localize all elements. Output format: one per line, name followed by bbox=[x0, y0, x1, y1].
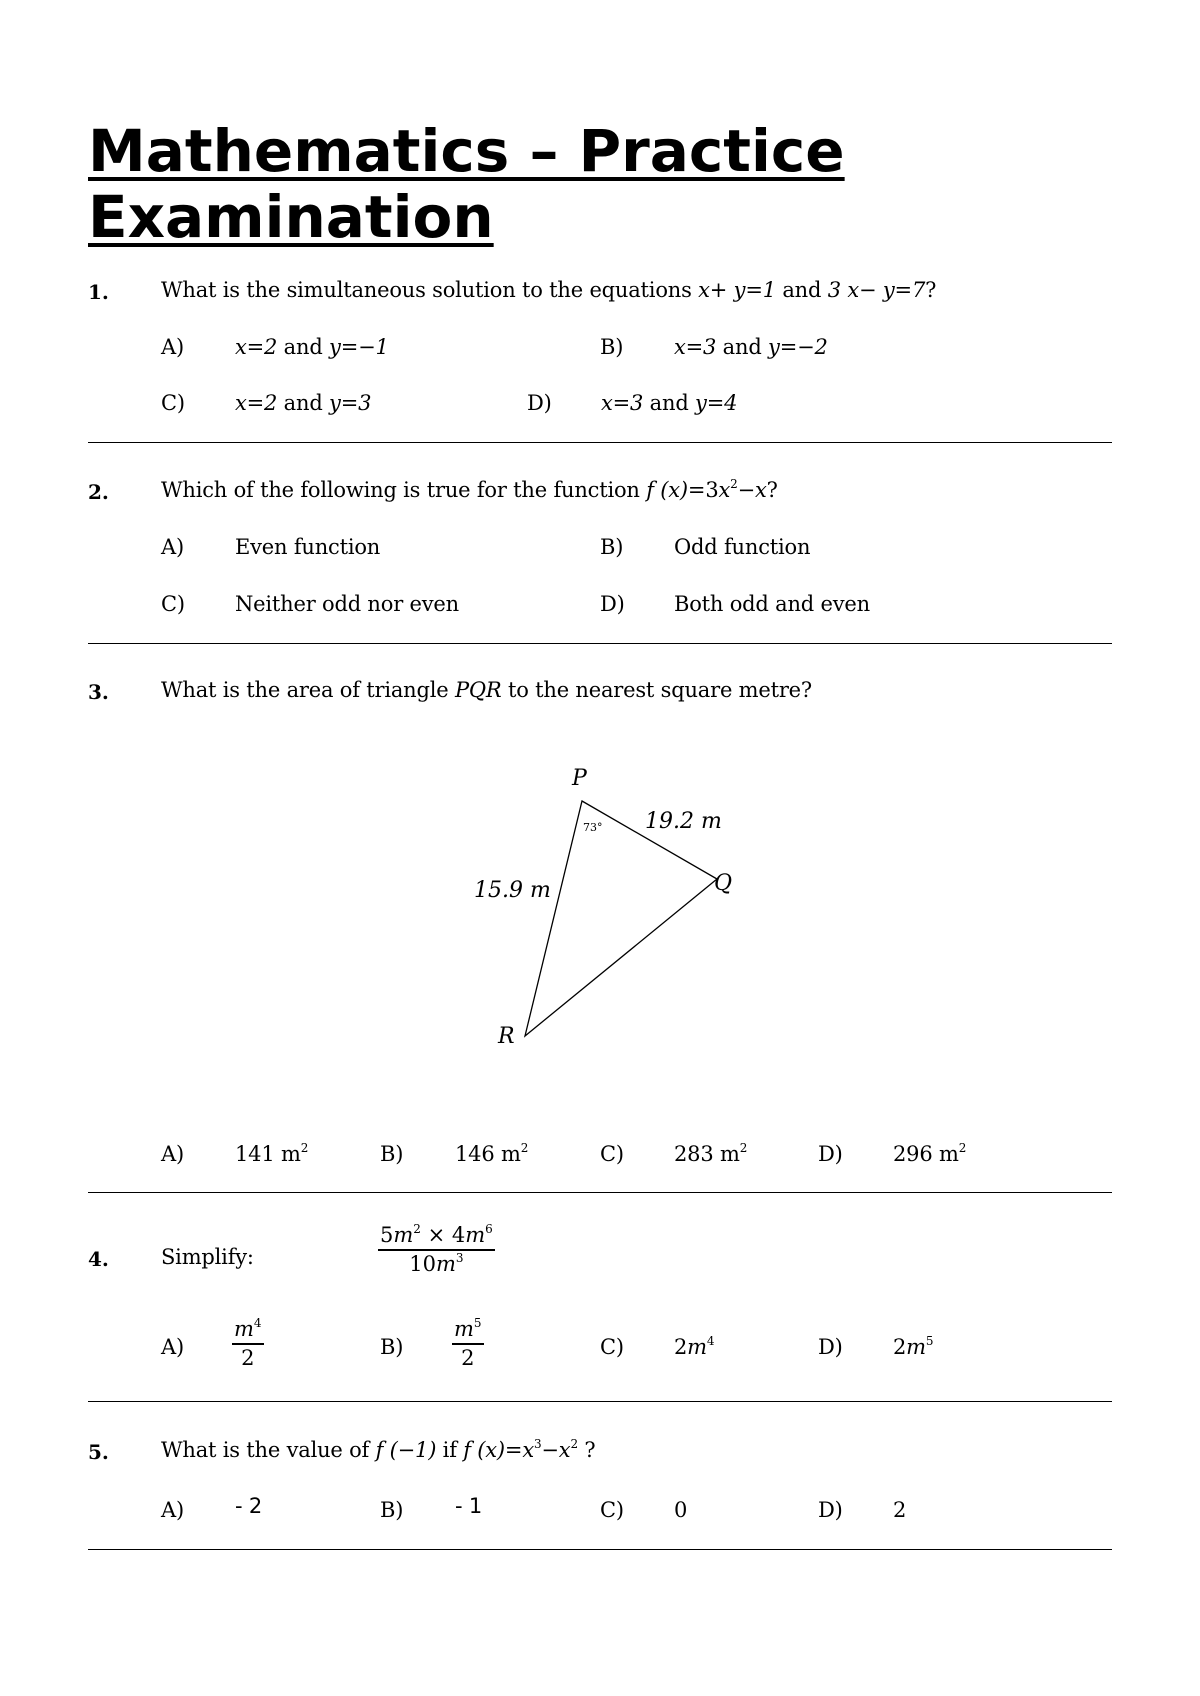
q4-option-b[interactable]: $\frac{m^5}{2}$ bbox=[454, 1316, 482, 1370]
q1-option-b[interactable]: x=3 and y=−2 bbox=[674, 335, 828, 359]
side-pr-label: 15.9 m bbox=[474, 878, 551, 903]
q4-option-c-letter[interactable]: C) bbox=[600, 1335, 624, 1359]
expression-fraction bbox=[378, 1222, 495, 1277]
question-2-number: 2. bbox=[88, 480, 109, 504]
q3-option-b[interactable]: 146 $m^2$ bbox=[455, 1141, 529, 1166]
q4-option-a[interactable]: $\frac{m^4}{2}$ bbox=[234, 1316, 262, 1370]
q2-option-c-letter[interactable]: C) bbox=[161, 592, 185, 616]
question-3-prompt: What is the area of triangle bbox=[161, 678, 455, 702]
q1-option-d-letter[interactable]: D) bbox=[527, 391, 552, 415]
q4-option-b-letter[interactable]: B) bbox=[380, 1335, 404, 1359]
q5-option-d[interactable]: 2 bbox=[893, 1498, 907, 1522]
vertex-q-label: Q bbox=[714, 871, 733, 896]
triangle-name: PQR bbox=[454, 678, 502, 702]
divider bbox=[88, 1192, 1112, 1193]
divider bbox=[88, 1401, 1112, 1402]
side-pq-label: 19.2 m bbox=[645, 809, 722, 834]
q3-option-a-letter[interactable]: A) bbox=[161, 1142, 184, 1166]
q2-option-d[interactable]: Both odd and even bbox=[674, 592, 870, 616]
divider bbox=[88, 1549, 1112, 1550]
page-title bbox=[88, 118, 988, 250]
triangle-diagram bbox=[460, 755, 750, 1055]
q4-option-d[interactable]: $2m^5$ bbox=[893, 1334, 934, 1359]
vertex-p-label: P bbox=[572, 766, 587, 791]
q1-option-a-letter[interactable]: A) bbox=[161, 335, 184, 359]
q2-option-c[interactable]: Neither odd nor even bbox=[235, 592, 459, 616]
q5-option-a-letter[interactable]: A) bbox=[161, 1498, 184, 1522]
angle-label: 73° bbox=[583, 821, 603, 834]
q2-option-b[interactable]: Odd function bbox=[674, 535, 811, 559]
question-5-text: What is the value of f (−1) if f $(x)=x^3-x^2$ ? bbox=[161, 1437, 596, 1462]
equation-1: x+ y=1 bbox=[698, 278, 776, 302]
question-mark: ? bbox=[925, 278, 937, 302]
q4-option-a-letter[interactable]: A) bbox=[161, 1335, 184, 1359]
triangle-pqr bbox=[525, 801, 717, 1036]
q1-option-c[interactable]: x=2 and y=3 bbox=[235, 391, 372, 415]
q1-option-a[interactable]: x=2 and y=−1 bbox=[235, 335, 389, 359]
q2-option-d-letter[interactable]: D) bbox=[600, 592, 625, 616]
question-2-prompt: Which of the following is true for the function bbox=[161, 478, 647, 502]
question-1-prompt: What is the simultaneous solution to the equations bbox=[161, 278, 699, 302]
title-line-2: Examination bbox=[88, 183, 494, 251]
question-5-number: 5. bbox=[88, 1440, 109, 1464]
q4-option-c[interactable]: $2m^4$ bbox=[674, 1334, 715, 1359]
q5-option-b-letter[interactable]: B) bbox=[380, 1498, 404, 1522]
function-name: f (x) bbox=[646, 478, 688, 502]
equation-2: 3 x− y=7 bbox=[827, 278, 926, 302]
q1-option-c-letter[interactable]: C) bbox=[161, 391, 185, 415]
q3-option-c[interactable]: 283 $m^2$ bbox=[674, 1141, 748, 1166]
fraction-denominator: $10m^3$ bbox=[409, 1251, 464, 1276]
question-2-text: Which of the following is true for the function f $(x)=3x^2-x$? bbox=[161, 477, 778, 502]
question-5-prompt: What is the value of bbox=[161, 1438, 376, 1462]
q1-option-d[interactable]: x=3 and y=4 bbox=[601, 391, 738, 415]
q3-option-d-letter[interactable]: D) bbox=[818, 1142, 843, 1166]
q3-option-a[interactable]: 141 $m^2$ bbox=[235, 1141, 309, 1166]
q3-option-d[interactable]: 296 $m^2$ bbox=[893, 1141, 967, 1166]
question-3-number: 3. bbox=[88, 680, 109, 704]
question-1-number: 1. bbox=[88, 280, 109, 304]
divider bbox=[88, 442, 1112, 443]
q3-option-b-letter[interactable]: B) bbox=[380, 1142, 404, 1166]
vertex-r-label: R bbox=[498, 1024, 515, 1049]
q2-option-a-letter[interactable]: A) bbox=[161, 535, 184, 559]
q5-option-a[interactable]: - 2 bbox=[235, 1494, 263, 1518]
q5-option-d-letter[interactable]: D) bbox=[818, 1498, 843, 1522]
q2-option-a[interactable]: Even function bbox=[235, 535, 381, 559]
title-line-1: Mathematics – Practice bbox=[88, 117, 845, 185]
q4-option-d-letter[interactable]: D) bbox=[818, 1335, 843, 1359]
question-1-text bbox=[161, 278, 936, 302]
q5-option-c[interactable]: 0 bbox=[674, 1498, 688, 1522]
conjunction: and bbox=[775, 278, 828, 302]
q3-option-c-letter[interactable]: C) bbox=[600, 1142, 624, 1166]
q5-option-c-letter[interactable]: C) bbox=[600, 1498, 624, 1522]
q1-option-b-letter[interactable]: B) bbox=[600, 335, 624, 359]
question-4-text: Simplify: bbox=[161, 1245, 254, 1269]
q2-option-b-letter[interactable]: B) bbox=[600, 535, 624, 559]
divider bbox=[88, 643, 1112, 644]
question-4-number: 4. bbox=[88, 1247, 109, 1271]
q5-option-b[interactable]: - 1 bbox=[455, 1494, 483, 1518]
fraction-numerator: $5m^2 \times 4m^6$ bbox=[378, 1222, 495, 1251]
question-3-text: What is the area of triangle PQR to the nearest square metre? bbox=[161, 678, 812, 702]
